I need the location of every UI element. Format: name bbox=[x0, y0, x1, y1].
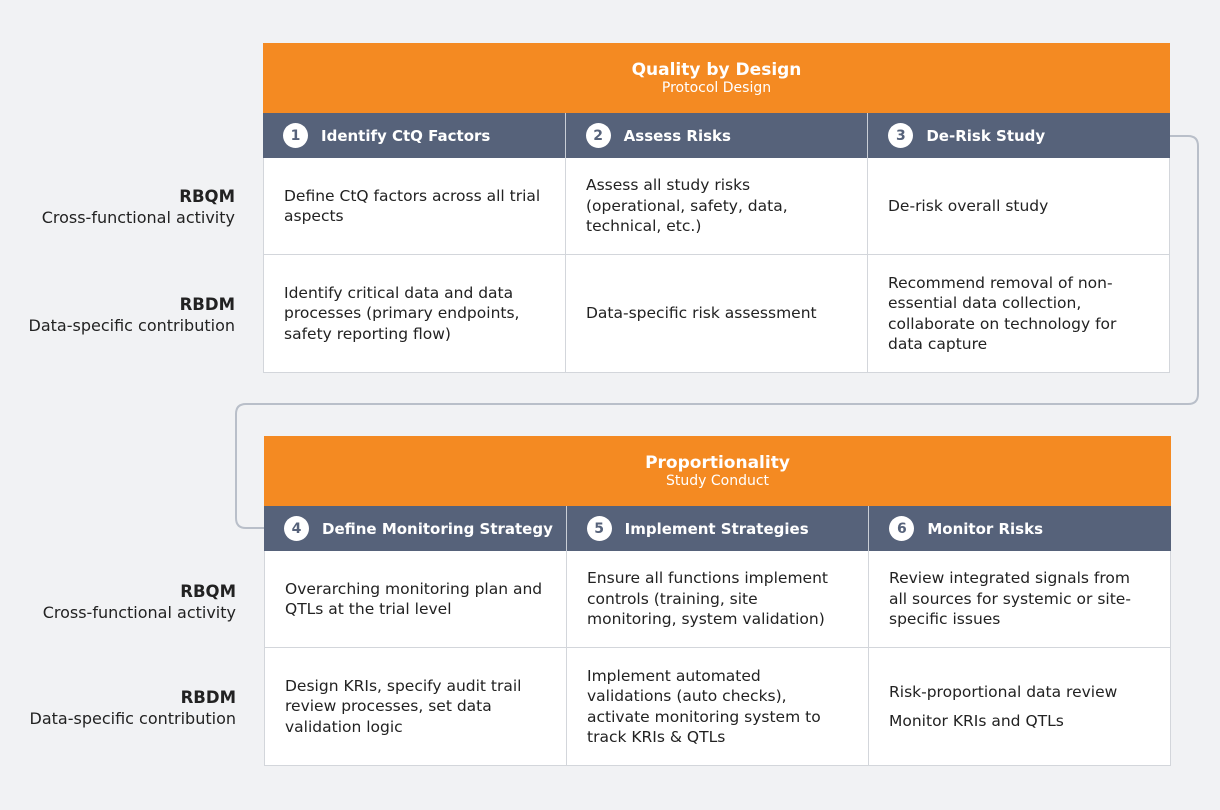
phase-title: Proportionality bbox=[645, 452, 790, 473]
cell-line: Monitor KRIs and QTLs bbox=[889, 712, 1064, 730]
row-label-rbdm-2: RBDM Data-specific contribution bbox=[29, 688, 236, 728]
step-label: Monitor Risks bbox=[927, 519, 1044, 538]
rbdm-row bbox=[264, 648, 1171, 766]
step-4 bbox=[264, 506, 567, 551]
phase-subtitle: Protocol Design bbox=[661, 79, 772, 96]
step-label: Implement Strategies bbox=[624, 519, 809, 538]
cell-text: Design KRIs, specify audit trail review processes, set data validation logic bbox=[265, 648, 567, 765]
phase-banner bbox=[263, 43, 1170, 113]
cell-text: Define CtQ factors across all trial aspects bbox=[264, 158, 566, 254]
proportionality-block bbox=[264, 436, 1171, 766]
cell-text: Ensure all functions implement controls (training, site monitoring, system validation) bbox=[567, 551, 869, 647]
phase-title: Quality by Design bbox=[631, 59, 802, 80]
step-number-badge: 2 bbox=[586, 123, 611, 148]
step-number-badge: 5 bbox=[587, 516, 612, 541]
step-number-badge: 3 bbox=[888, 123, 913, 148]
rbqm-row bbox=[264, 551, 1171, 648]
step-2 bbox=[566, 113, 869, 158]
cell-text-multi bbox=[869, 648, 1170, 765]
row-label-rbqm-2: RBQM Cross-functional activity bbox=[42, 582, 236, 622]
step-label: De-Risk Study bbox=[926, 126, 1046, 145]
phase-banner bbox=[264, 436, 1171, 506]
step-number-badge: 6 bbox=[889, 516, 914, 541]
step-3 bbox=[868, 113, 1170, 158]
cell-text: Implement automated validations (auto checks), activate monitoring system to track KRIs & QTLs bbox=[567, 648, 869, 765]
step-number-badge: 4 bbox=[284, 516, 309, 541]
row-label-rbdm-1: RBDM Data-specific contribution bbox=[28, 295, 235, 335]
cell-text: Recommend removal of non-essential data collection, collaborate on technology for data capture bbox=[888, 273, 1117, 353]
cell-text: De-risk overall study bbox=[888, 196, 1049, 215]
step-6 bbox=[869, 506, 1171, 551]
step-5 bbox=[567, 506, 870, 551]
row-label-rbqm-1: RBQM Cross-functional activity bbox=[41, 187, 235, 227]
step-label: Assess Risks bbox=[623, 126, 731, 145]
rbdm-row bbox=[263, 255, 1170, 373]
step-label: Define Monitoring Strategy bbox=[322, 519, 553, 538]
cell-text: Assess all study risks (operational, safety, data, technical, etc.) bbox=[566, 158, 868, 254]
cell-text: Identify critical data and data processes (primary endpoints, safety reporting flow) bbox=[264, 255, 566, 372]
step-label: Identify CtQ Factors bbox=[321, 126, 491, 145]
step-header-row bbox=[264, 506, 1171, 551]
step-1 bbox=[263, 113, 566, 158]
step-header-row bbox=[263, 113, 1170, 158]
phase-subtitle: Study Conduct bbox=[665, 472, 770, 489]
cell-line: Risk-proportional data review bbox=[889, 682, 1118, 701]
cell-text: Data-specific risk assessment bbox=[566, 255, 868, 372]
cell-text: Overarching monitoring plan and QTLs at the trial level bbox=[265, 551, 567, 647]
cell-text: Review integrated signals from all sources for systemic or site-specific issues bbox=[889, 569, 1131, 629]
step-number-badge: 1 bbox=[283, 123, 308, 148]
rbqm-row bbox=[263, 158, 1170, 255]
quality-by-design-block bbox=[263, 43, 1170, 373]
